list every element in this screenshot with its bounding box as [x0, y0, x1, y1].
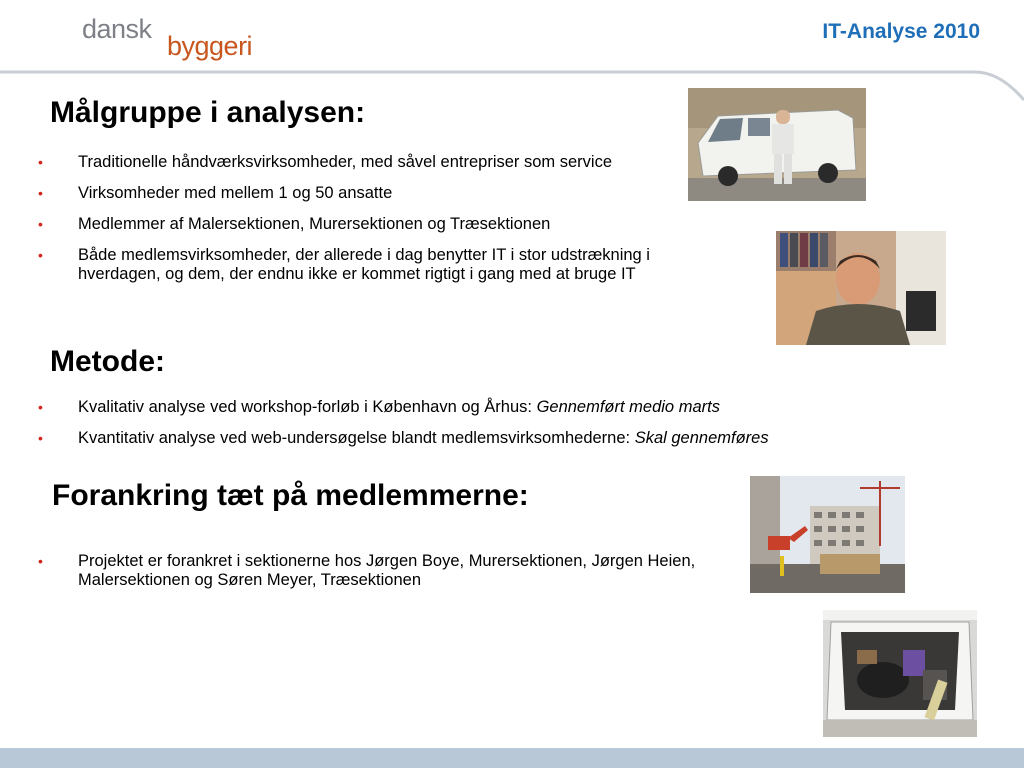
list-item: • Projektet er forankret i sektionerne hos Jørgen Boye, Murersektionen, Jørgen Heien, Malersektionen og Søren Meyer, Træsektionen	[38, 552, 728, 590]
logo-text-dansk: dansk	[82, 14, 152, 44]
photo-smiling-man-office	[776, 231, 946, 345]
list-item-status: Gennemført medio marts	[536, 398, 720, 416]
list-item: • Både medlemsvirksomheder, der allerede i dag benytter IT i stor udstrækning i hverdagen, og dem, der endnu ikke er kommet rigtigt i gang med at bruge IT	[38, 246, 688, 284]
list-item	[38, 429, 938, 448]
metode-list	[38, 398, 938, 460]
malgruppe-list	[38, 153, 688, 296]
photo-construction-site	[750, 476, 905, 593]
header-title: IT-Analyse 2010	[822, 20, 980, 43]
heading-forankring: Forankring tæt på medlemmerne:	[52, 479, 529, 512]
forankring-list	[38, 552, 728, 602]
list-item	[38, 398, 938, 417]
footer-bar	[0, 748, 1024, 768]
photo-van-cargo	[823, 610, 977, 737]
list-item: • Traditionelle håndværksvirksomheder, med såvel entrepriser som service	[38, 153, 688, 172]
list-item-status: Skal gennemføres	[634, 429, 769, 447]
list-item-text: Kvalitativ analyse ved workshop-forløb i København og Århus:	[78, 398, 537, 416]
heading-metode: Metode:	[50, 345, 165, 378]
photo-van-with-worker	[688, 88, 866, 201]
list-item: • Medlemmer af Malersektionen, Murersektionen og Træsektionen	[38, 215, 688, 234]
logo-text-byggeri: byggeri	[167, 31, 253, 61]
list-item: • Virksomheder med mellem 1 og 50 ansatte	[38, 184, 688, 203]
heading-malgruppe: Målgruppe i analysen:	[50, 96, 366, 129]
list-item-text: Kvantitativ analyse ved web-undersøgelse blandt medlemsvirksomhederne:	[78, 429, 635, 447]
dansk-byggeri-logo	[82, 14, 282, 66]
